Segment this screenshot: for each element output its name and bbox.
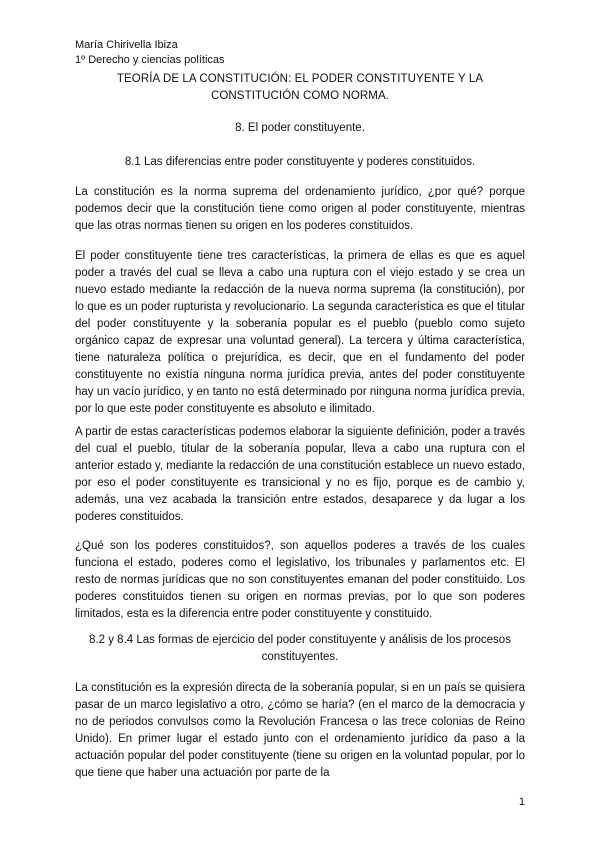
paragraph: El poder constituyente tiene tres características, la primera de ellas es que es aquel poder a través del cual se lleva a cabo una ruptura con el viejo estado y se crea un nuevo estado mediante la redacción de la nueva norma suprema (la constitución), por lo que es un poder rupturista y revolucionario. La segunda característica es que el titular del poder constituyente y la soberanía popular es el pueblo (pueblo como sujeto orgánico capaz de expresar una voluntad general). La tercera y última característica, tiene naturaleza política o prejurídica, es decir, que en el fundamento del poder constituyente no existía ninguna norma jurídica previa, antes del poder constituyente hay un vacío jurídico, y en tanto no está determinado por ninguna norma jurídica previa, por lo que este poder constituyente es absoluto e ilimitado. [75,250,525,415]
page-number: 1 [518,796,525,808]
document-header [75,38,225,68]
paragraph: A partir de estas características podemos elaborar la siguiente definición, poder a través del cual el pueblo, titular de la soberanía popular, lleva a cabo una ruptura con el anterior estado y, mediante la redacción de una constitución establece un nuevo estado, por eso el poder constituyente es transicional y no es fijo, porque es de cambio y, además, una vez acabada la transición entre estados, desaparece y da lugar a los poderes constituidos. [75,426,525,523]
section-heading-8: 8. El poder constituyente. [235,122,365,134]
paragraph: La constitución es la norma suprema del ordenamiento jurídico, ¿por qué? porque podemos decir que la constitución tiene como origen al poder constituyente, mientras que las otras normas tienen su origen en los poderes constituidos. [75,186,525,232]
paragraph: La constitución es la expresión directa de la soberanía popular, si en un país se quisiera pasar de un marco legislativo a otro, ¿cómo se haría? (en el marco de la democracia y no de periodos convulsos como la Revolución Francesa o las trece colonias de Reino Unido). En primer lugar el estado junto con el ordenamiento jurídico da paso a la actuación popular del poder constituyente (tiene su origen en la voluntad popular, por lo que tiene que haber una actuación por parte de la [75,682,525,779]
paragraph: ¿Qué son los poderes constituidos?, son aquellos poderes a través de los cuales funciona el estado, poderes como el legislativo, los tribunales y parlamentos etc. El resto de normas jurídicas que no son constituyentes emanan del poder constituido. Los poderes constituidos tienen su origen en normas previas, por lo que son poderes limitados, esta es la diferencia entre poder constituyente y constituido. [75,540,525,620]
section-heading-8-1: 8.1 Las diferencias entre poder constituyente y poderes constituidos. [124,156,476,168]
section-heading-8-2: 8.2 y 8.4 Las formas de ejercicio del poder constituyente y análisis de los procesos constituyentes. [89,634,511,663]
document-title: TEORÍA DE LA CONSTITUCIÓN: EL PODER CONSTITUYENTE Y LA CONSTITUCIÓN COMO NORMA. [116,73,484,102]
course-name: 1º Derecho y ciencias políticas [75,54,225,66]
author-name: María Chirivella Ibiza [75,39,178,51]
